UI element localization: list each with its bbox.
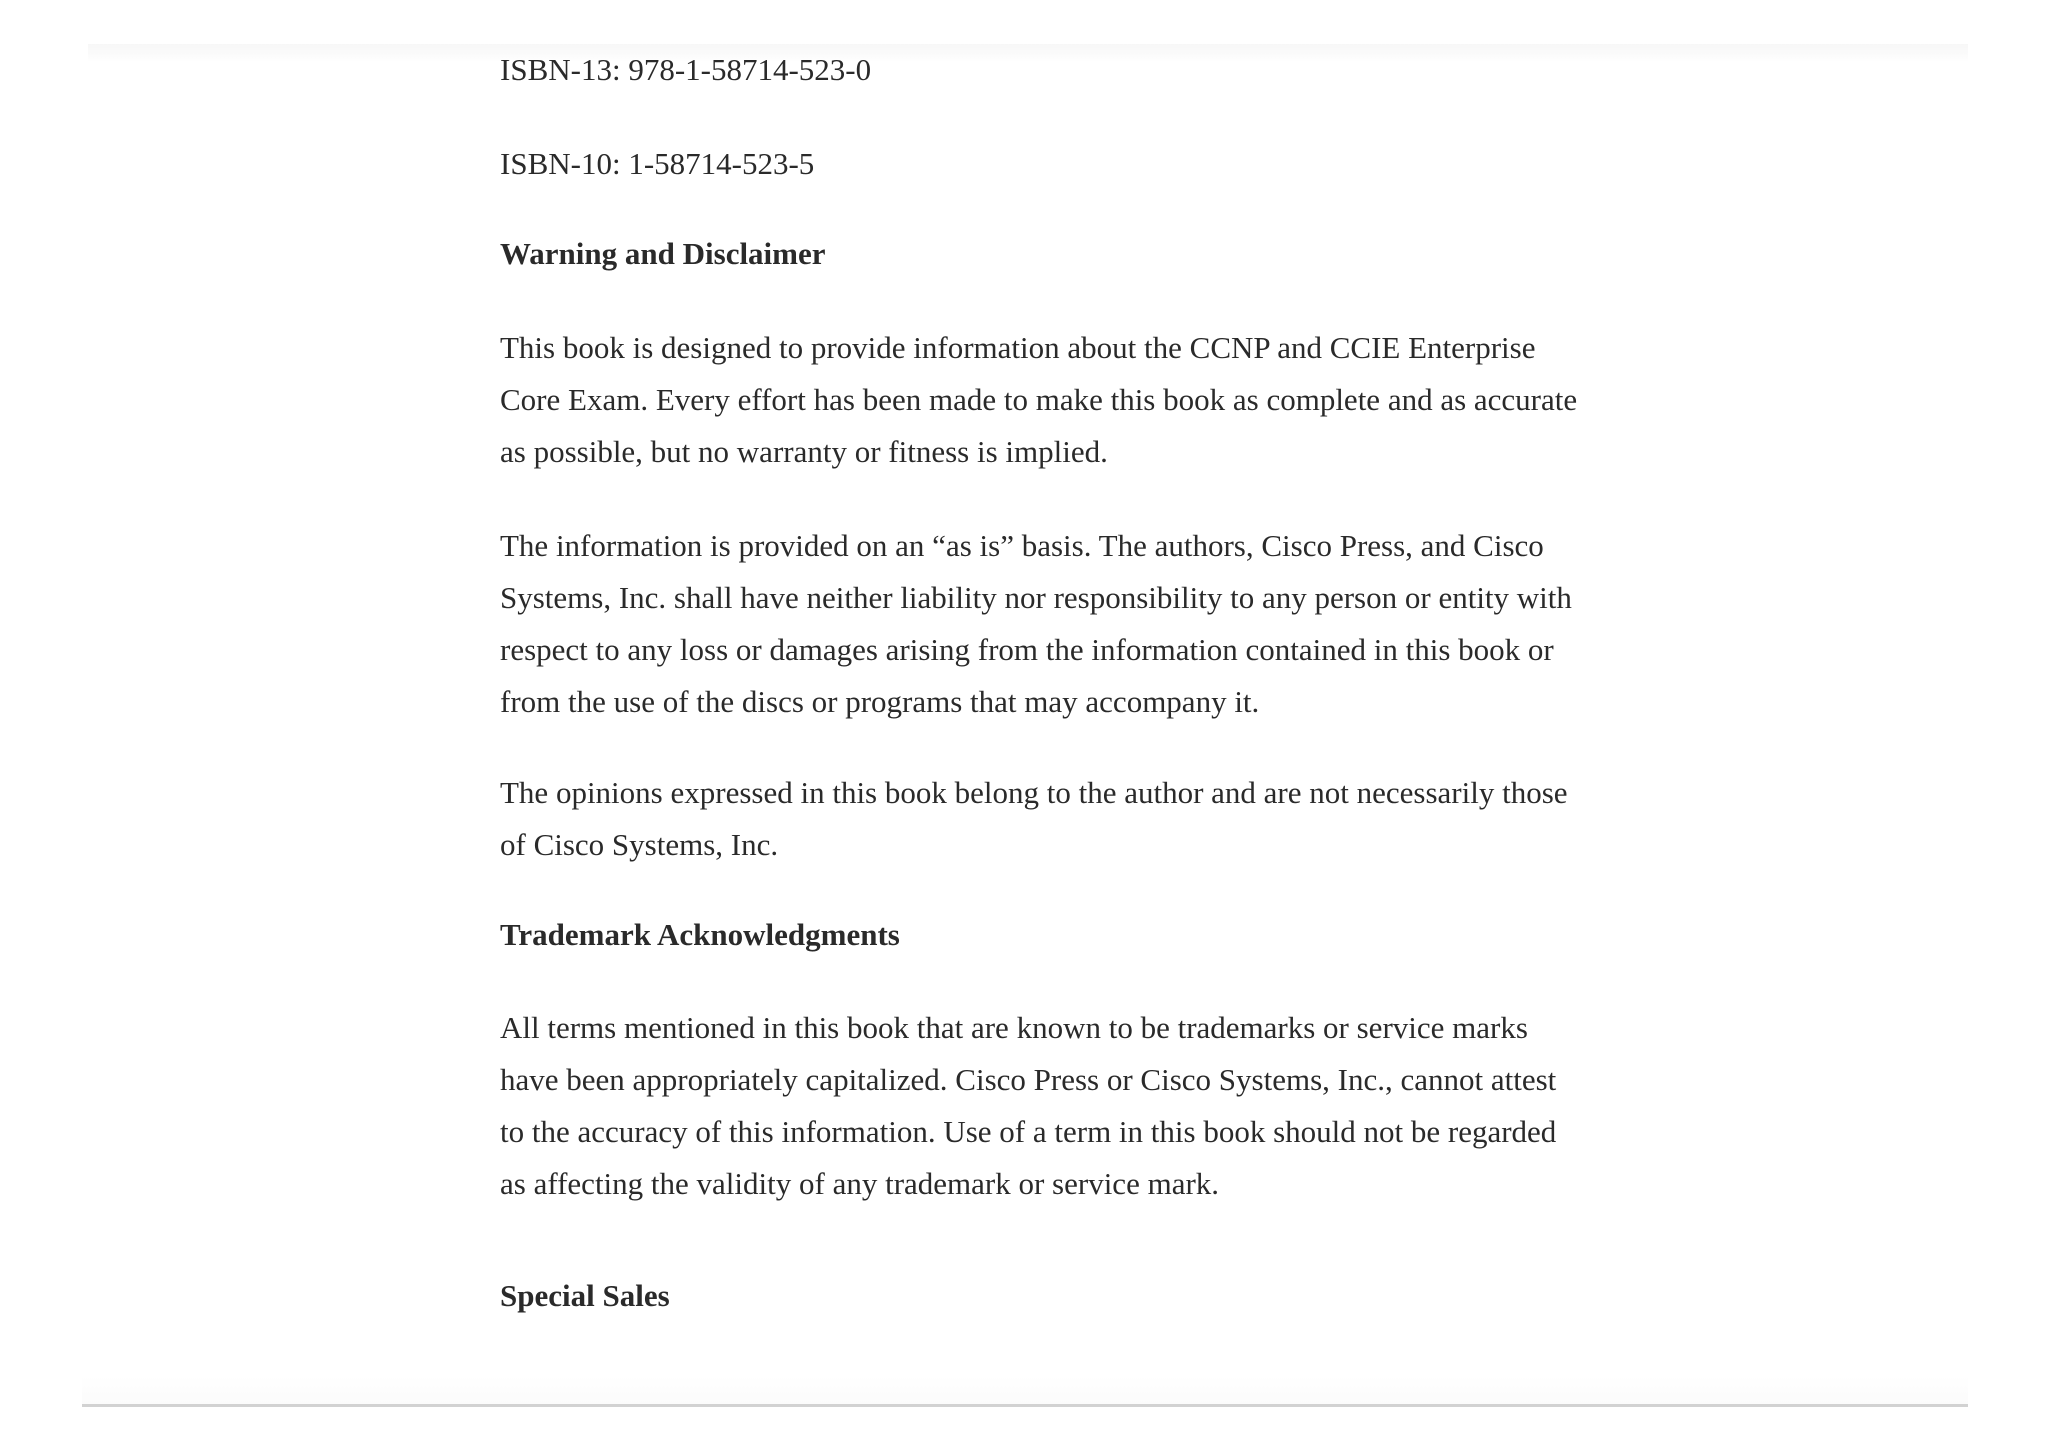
heading-trademark: Trademark Acknowledgments xyxy=(500,917,900,952)
paragraph-warning-3: The opinions expressed in this book belong to the author and are not necessarily those of Cisco Systems, Inc. xyxy=(500,775,1568,862)
page-divider xyxy=(82,1404,1968,1407)
isbn-13: ISBN-13: 978-1-58714-523-0 xyxy=(500,52,872,87)
paragraph-warning-1: This book is designed to provide information about the CCNP and CCIE Enterprise Core Exam. Every effort has been made to make this book as complete and as accurate as possible, but no warranty or fitness is implied. xyxy=(500,330,1578,469)
top-shadow xyxy=(88,44,1968,62)
paragraph-warning-2: The information is provided on an “as is” basis. The authors, Cisco Press, and Cisco Systems, Inc. shall have neither liability nor responsibility to any person or entity with respect to any loss or damages arising from the information contained in this book or from the use of the discs or programs that may accompany it. xyxy=(500,528,1572,719)
heading-special-sales: Special Sales xyxy=(500,1278,670,1313)
paragraph-trademark-1: All terms mentioned in this book that are known to be trademarks or service marks have been appropriately capitalized. Cisco Press or Cisco Systems, Inc., cannot attest to the accuracy of this information. Use of a term in this book should not be regarded as affecting the validity of any trademark or service mark. xyxy=(500,1010,1557,1201)
heading-warning-disclaimer: Warning and Disclaimer xyxy=(500,236,826,271)
bottom-shadow xyxy=(82,1376,1968,1404)
isbn-10: ISBN-10: 1-58714-523-5 xyxy=(500,146,815,181)
